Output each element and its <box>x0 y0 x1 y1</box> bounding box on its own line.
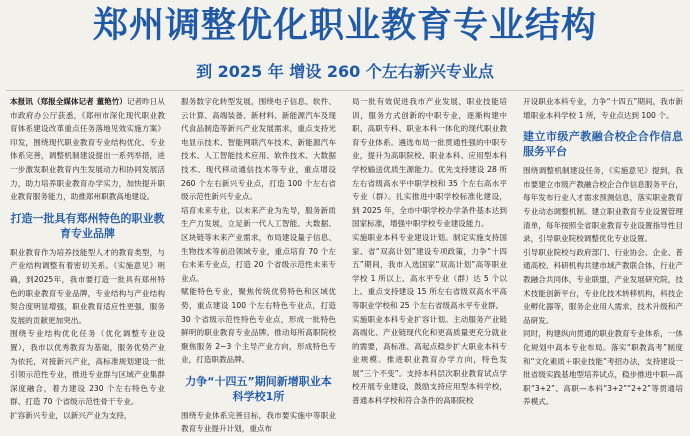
paragraph: 实施职业本科专业建设计划。制定实施支持国家、省“双高计划”建设专项政策，力争“十四五”期间，我市入选国家“双高计划”高等职业学校 1 所以上、高水平专业（群）达 5 个以上。重点支持建设 15 所左右省级双高水平高等职业学校和 25 个左右省级高水平专业群。 <box>352 232 507 310</box>
paragraph: 引导职业院校与政府部门、行业协会、企业、普通高校、科研机构共建市域产教联合体，行业产教融合共同体，专业联盟，产业发展研究院，技术技能创新平台，专业化技术转移机构，科技企业孵化器等，服务企业用人需求，技术升级和产品研发。 <box>523 247 683 325</box>
paragraph: 开设职业本科专业，力争“十四五”期间，我市新增职业本科学校 1 所，专业点达到 100 个。 <box>523 97 683 120</box>
paragraph: 扩容新兴专业，以新兴产业为支持， <box>10 410 132 420</box>
paragraph: 局一批有效促进我市产业发展，职业技能培训，服务方式创新的中职专业，逐渐构建中职、高职专科、职业本科一体化的现代职业教育专业体系。遴选布局一批贯通性强的中职专业，提升为高职院校、职业本科、应用型本科学校输送优质生源能力。优先支持建设 28 所左右省级高水平中职学校和 35 个左右高水平专业（群）。扎实推进中职学校标准化建设，到 2025 年，全市中职学校办学条件基本达到国家标准，增强中职学校专业建设能力。 <box>352 97 507 229</box>
paragraph: 培育未来专业，以未来产业为先导，服务新质生产力发展，立足新一代人工智能、大数据、区块链等未来产业需求，布局建设量子信息、生物技术等前沿领域专业，重点培育 70 个左右未来专业点，打造 20 个省级示范性未来专业点。 <box>181 205 336 283</box>
article-column-3 <box>352 95 507 406</box>
section-heading: 打造一批具有郑州特色的职业教育专业品牌 <box>10 211 165 240</box>
paragraph: 服务数字化转型发展，围绕电子信息、软件、云计算、高端装备、新材料、新能源汽车及现代食品制造等新兴产业发展需求，重点支持光电显示技术、智能网联汽车技术、新能源汽车技术、人工智能技术应用、软件技术、大数据技术、现代移动通信技术等专业，重点增设 260 个左右新兴专业点，打造 100 个左右省级示范性新兴专业点。 <box>181 97 336 202</box>
paragraph: 围绕专业结构优化任务（优化调整专业设置），我市以优秀教育为基础，服务优势产业为依托，对接新兴产业，高标准规划建设一批引领示范性专业，推进专业群与区域产业集群深度融合，着力建设 230 个左右特色专业群、打造 70 个省级示范性骨干专业。 <box>10 329 165 407</box>
paragraph: 围绕专业体系完善目标，我市要实施中等职业教育专业提升计划，重点布 <box>181 410 336 434</box>
paragraph-text: 记者昨日从市政府办公厅获悉，《郑州市深化现代职业教育体系建设改革重点任务落地见效实施方案》印发，围绕现代职业教育专业结构优化、专业体系完善，调整机制建设提出一系列举措，进一步激发职业教育内生发展动力和协同发展活力，助力培养职业教育办学实力，加快提升职业教育服务能力，助推郑州职教高地建设。 <box>10 97 165 202</box>
article-column-4 <box>523 95 683 407</box>
header-divider <box>6 90 684 91</box>
subheadline: 到 2025 年 增设 260 个左右新兴专业点 <box>196 62 494 81</box>
section-heading: 建立市级产教融合校企合作信息服务平台 <box>523 130 683 159</box>
paragraph <box>10 95 165 204</box>
article-column-2 <box>181 95 336 434</box>
byline: 本报讯（郑报全媒体记者 董艳竹） <box>10 97 127 106</box>
section-heading: 力争“十四五”期间新增职业本科学校1所 <box>185 374 332 403</box>
paragraph: 围绕调整机制建设任务，《实施意见》提到，我市要建立市级产教融合校企合作信息服务平台，每年发布行业人才需求预测信息，落实职业教育专业动态调整机制。建立职业教育专业设置管理清单，每年按照全省职业教育专业设置指导性目录，引导职业院校调整优化专业设置。 <box>523 166 683 244</box>
paragraph: 实施职业本科专业扩容计划。主动服务产业链高端化、产业链现代化和更高质量更充分就业的需要，高标准、高起点稳步扩大职业本科专业规模。推进职业教育办学方向，特色发展“三个不变”。支持本科层次职业教育试点学校开展专业建设，鼓励支持应用型本科学校，普通本科学校和符合条件的高职院校 <box>352 314 507 406</box>
headline: 郑州调整优化职业教育专业结构 <box>92 6 597 46</box>
paragraph: 职业教育作为培养技能型人才的教育类型，与产业结构调整有着密切关系。《实施意见》明确，到2025年，我市要打造一批具有郑州特色的职业教育专业品牌，专业结构与产业结构契合度明显增强，职业教育适应性更强，服务发展的贡献更加突出。 <box>10 247 165 325</box>
paragraph: 赋能特色专业，聚焦传统优势特色和区域优势，重点建设 100 个左右特色专业点，打造 30 个省级示范性特色专业点，形成一批特色鲜明的职业教育专业品牌。推动每所高职院校聚焦服务 2~3 个主导产业方向，形成特色专业，打造职教品牌。 <box>181 287 336 365</box>
paragraph: 同时，构建纵向贯通的职业教育专业体系，一体化规划中高本专业布局。落实“职教高考”制度和“文化素质＋职业技能”考招办法，支持建设一批省级实践基地型培养试点，稳步推进中职—高职“3+2”、高职—本科“3+2”“2+2”等贯通培养模式。 <box>523 329 683 407</box>
article-column-1 <box>10 95 165 420</box>
